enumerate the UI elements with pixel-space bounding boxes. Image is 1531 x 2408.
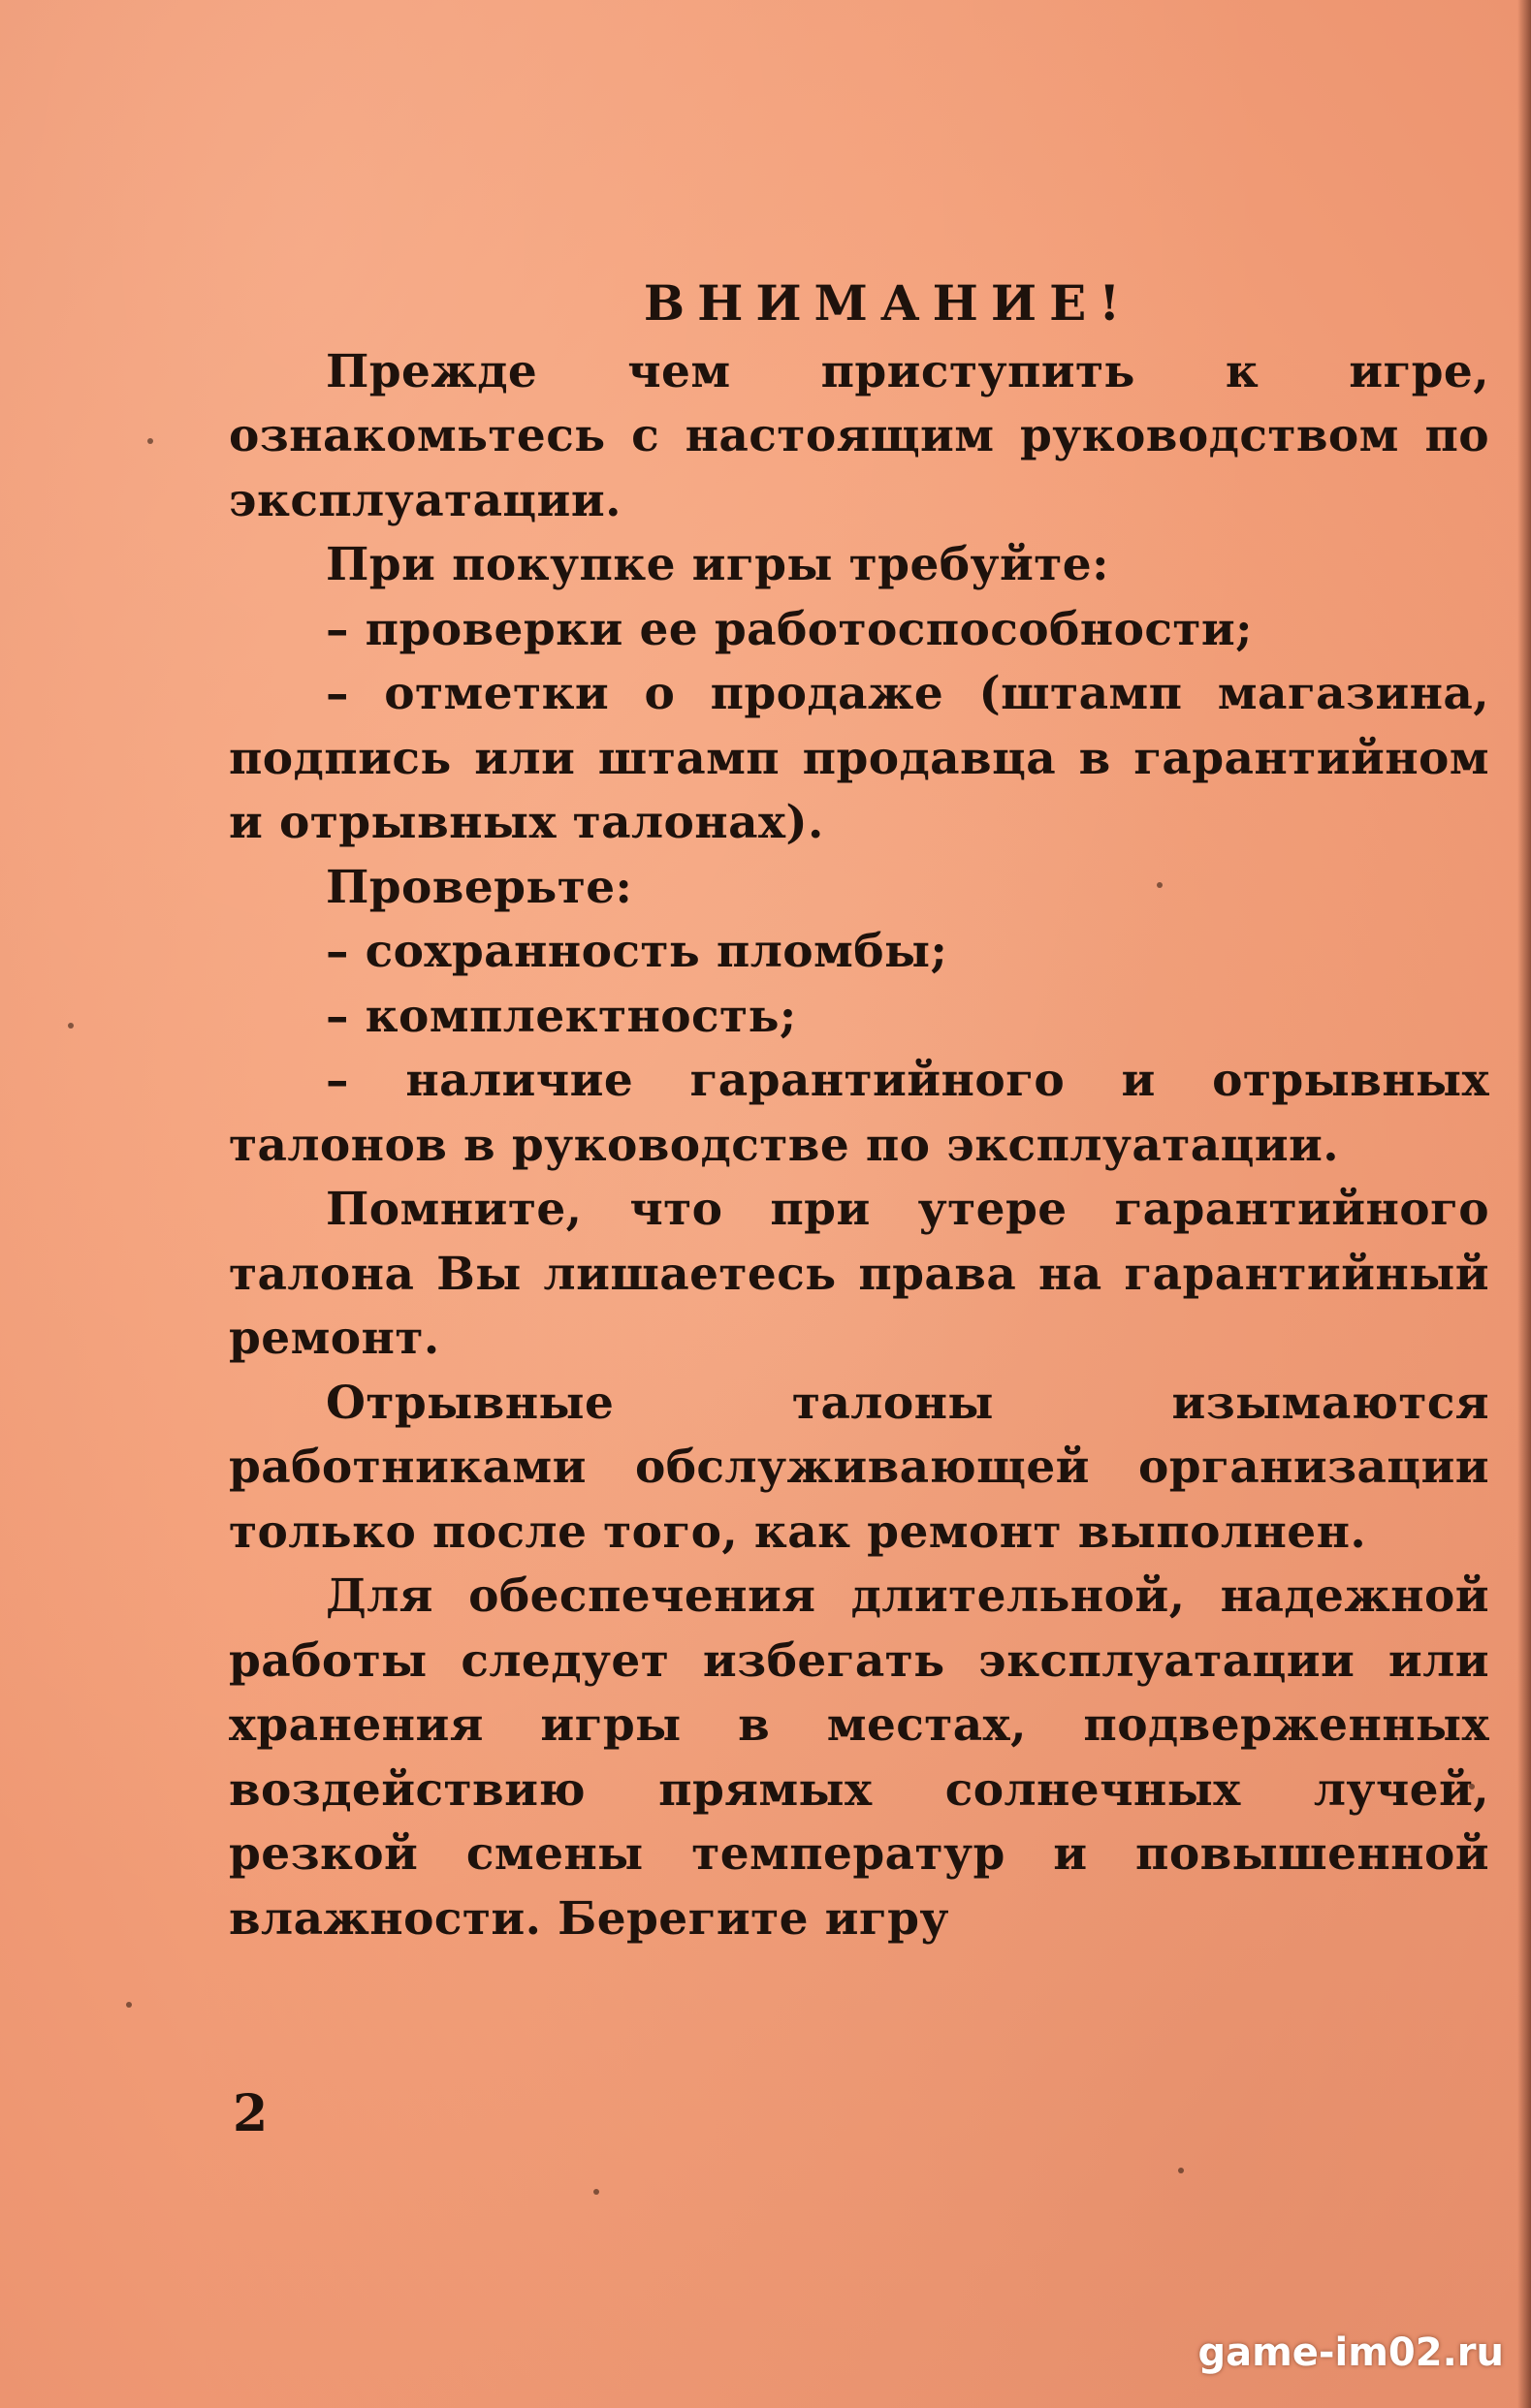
page-title: ВНИМАНИЕ! [643, 274, 1133, 332]
page-edge-shadow [1517, 0, 1531, 2408]
paper-speck [593, 2189, 599, 2195]
list-item-coupons: – наличие гарантийного и отрывных талонов в руководстве по эксплуатации. [229, 1054, 1489, 1172]
paragraph-intro: Прежде чем приступить к игре, ознакомьтесь с настоящим руководством по эксплуатации. [229, 344, 1489, 527]
site-watermark: game-im02.ru [1197, 2330, 1504, 2375]
paragraph-warranty-loss: Помните, что при утере гарантийного талона Вы лишаетесь права на гарантийный ремонт. [229, 1183, 1489, 1365]
list-item-seal: – сохранность пломбы; [326, 925, 948, 978]
list-item-completeness: – комплектность; [326, 989, 797, 1043]
paragraph-care: Для обеспечения длительной, надежной работы следует избегать эксплуатации или хранения игры в местах, подверженных воздействию прямых солнечных лучей, резкой смены температур и повышенной влажности. Берегите игру [229, 1569, 1489, 1946]
paper-speck [147, 438, 153, 444]
paragraph-tear-off-coupons: Отрывные талоны изымаются работниками обслуживающей организации только после того, как ремонт выполнен. [229, 1376, 1489, 1559]
list-item-sale-mark: – отметки о продаже (штамп магазина, подпись или штамп продавца в гарантийном и отрывных талонах). [229, 667, 1489, 849]
paragraph-check: Проверьте: [326, 860, 633, 914]
instruction-text [229, 271, 1489, 1951]
page-number: 2 [233, 2084, 269, 2143]
paper-speck [126, 2002, 132, 2008]
paper-speck [68, 1023, 74, 1029]
list-item-check-working: – проверки ее работоспособности; [326, 602, 1253, 656]
paragraph-purchase-requirements: При покупке игры требуйте: [326, 538, 1109, 591]
paper-speck [1178, 2168, 1184, 2173]
